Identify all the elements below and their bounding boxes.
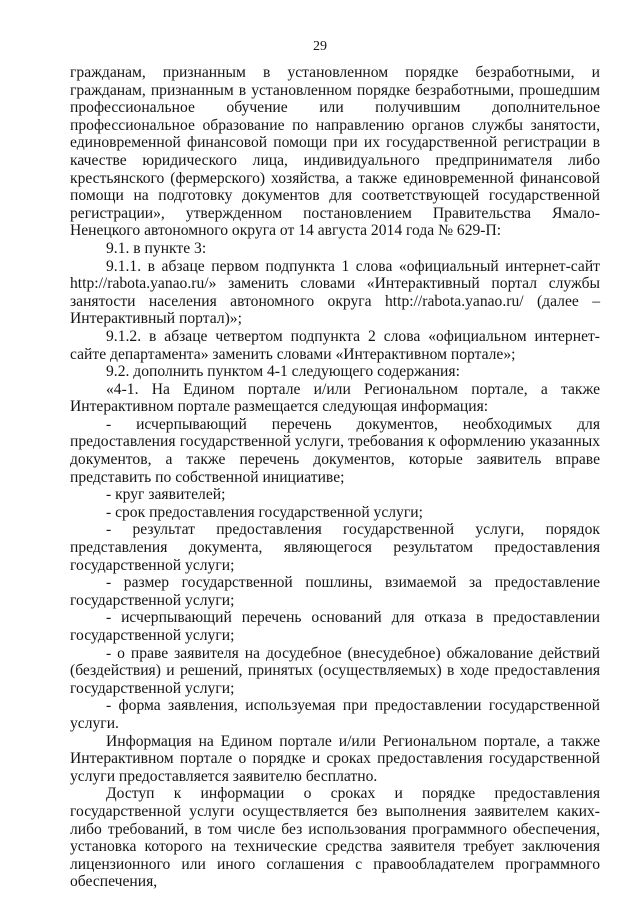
- paragraph: 9.1.1. в абзаце первом подпункта 1 слова «официальный интернет-сайт http://rabota.yanao.ru/» заменить словами «Интерактивный портал службы занятости населения автономного округа http://rabota.yanao.ru/ (далее – Интерактивный портал)»;: [70, 257, 600, 328]
- paragraph: - исчерпывающий перечень оснований для отказа в предоставлении государственной услуги;: [70, 609, 600, 644]
- paragraph: 9.2. дополнить пунктом 4-1 следующего содержания:: [106, 363, 460, 381]
- paragraph: - исчерпывающий перечень документов, необходимых для предоставления государственной услуги, требования к оформлению указанных документов, а также перечень документов, которые заявитель вправе представить по собственной инициативе;: [70, 415, 600, 486]
- paragraph: - о праве заявителя на досудебное (внесудебное) обжалование действий (бездействия) и решений, принятых (осуществляемых) в ходе предоставления государственной услуги;: [70, 644, 600, 697]
- paragraph: - срок предоставления государственной услуги;: [106, 503, 423, 521]
- page-number: 29: [313, 39, 327, 54]
- paragraph: Доступ к информации о сроках и порядке предоставления государственной услуги осуществляется без выполнения заявителем каких-либо требований, в том числе без использования программного обеспечения, установка которого на технические средства заявителя требует заключения лицензионного или иного соглашения с правообладателем программного обеспечения,: [70, 785, 600, 891]
- document-body: [70, 64, 600, 891]
- paragraph: гражданам, признанным в установленном порядке безработными, и гражданам, признанным в установленном порядке безработными, прошедшим профессиональное обучение или получившим дополнительное профессиональное образование по направлению органов службы занятости, единовременной финансовой помощи при их государственной регистрации в качестве юридического лица, индивидуального предпринимателя либо крестьянского (фермерского) хозяйства, а также единовременной финансовой помощи на подготовку документов для соответствующей государственной регистрации», утвержденном постановлением Правительства Ямало-Ненецкого автономного округа от 14 августа 2014 года № 629-П:: [70, 64, 600, 240]
- paragraph: - результат предоставления государственной услуги, порядок представления документа, являющегося результатом предоставления государственной услуги;: [70, 521, 600, 574]
- paragraph: - размер государственной пошлины, взимаемой за предоставление государственной услуги;: [70, 574, 600, 609]
- paragraph: Информация на Едином портале и/или Региональном портале, а также Интерактивном портале о порядке и сроках предоставления государственной услуги предоставляется заявителю бесплатно.: [70, 732, 600, 785]
- paragraph: - форма заявления, используемая при предоставлении государственной услуги.: [70, 697, 600, 732]
- paragraph: «4-1. На Едином портале и/или Региональном портале, а также Интерактивном портале размещается следующая информация:: [70, 380, 600, 416]
- paragraph: 9.1. в пункте 3:: [106, 239, 207, 257]
- paragraph: 9.1.2. в абзаце четвертом подпункта 2 слова «официальном интернет-сайте департамента» заменить словами «Интерактивном портале»;: [70, 327, 600, 363]
- paragraph: - круг заявителей;: [106, 486, 226, 504]
